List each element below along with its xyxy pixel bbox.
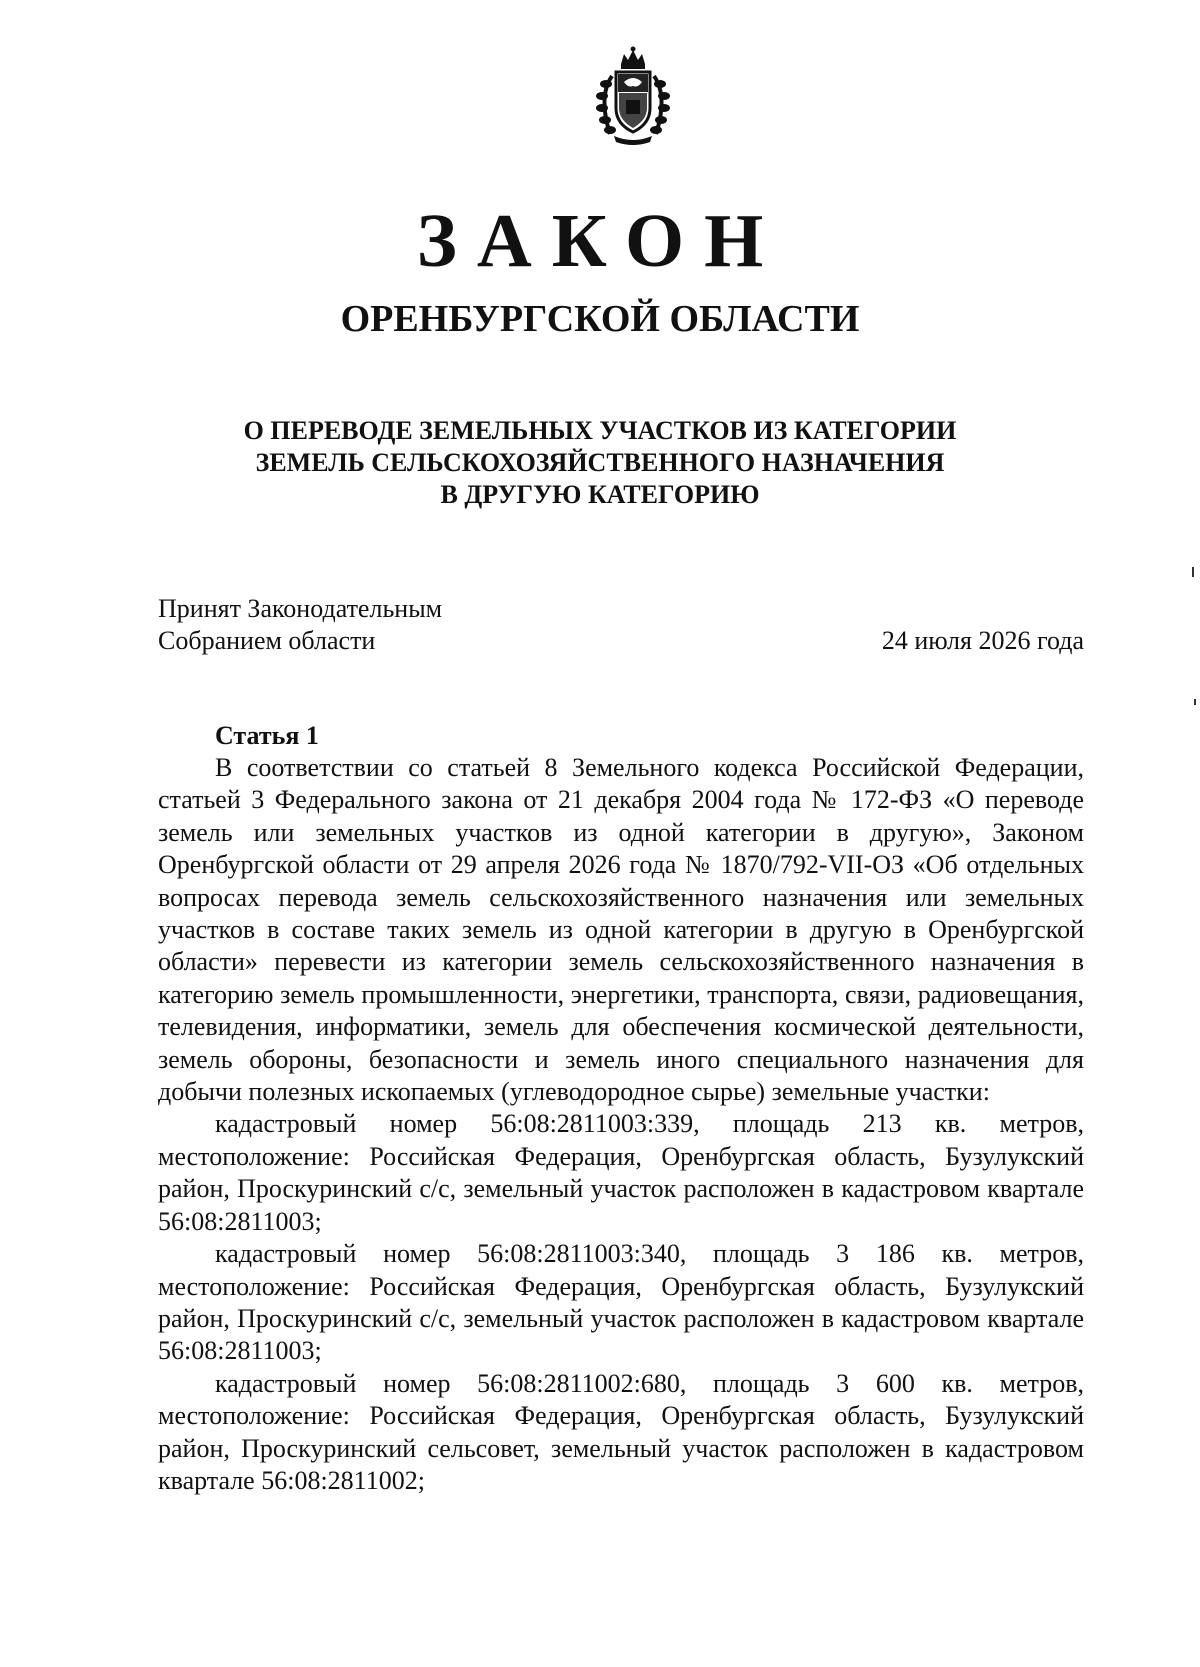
coat-of-arms-icon <box>588 46 678 146</box>
article-title: Статья 1 <box>215 721 319 750</box>
land-plot-item: кадастровый номер 56:08:2811003:340, площадь 3 186 кв. метров, местоположение: Российская Федерация, Оренбургская область, Бузулукский район, Проскуринский с/с, земельный участок расположен в кадастровом квартале 56:08:2811003; <box>158 1239 1084 1366</box>
law-heading-line: О ПЕРЕВОДЕ ЗЕМЕЛЬНЫХ УЧАСТКОВ ИЗ КАТЕГОРИИ <box>243 416 957 445</box>
document-title: ЗАКОН <box>416 199 784 283</box>
law-heading <box>0 415 1200 511</box>
adoption-line: Принят Законодательным <box>158 594 443 623</box>
adoption-line: Собранием области <box>158 626 376 655</box>
adoption-note <box>158 593 442 657</box>
adoption-date: 24 июля 2026 года <box>881 626 1084 655</box>
law-heading-line: В ДРУГУЮ КАТЕГОРИЮ <box>440 480 760 509</box>
law-heading-line: ЗЕМЕЛЬ СЕЛЬСКОХОЗЯЙСТВЕННОГО НАЗНАЧЕНИЯ <box>255 448 945 477</box>
land-plot-item: кадастровый номер 56:08:2811002:680, площадь 3 600 кв. метров, местоположение: Российская Федерация, Оренбургская область, Бузулукский район, Проскуринский сельсовет, земельный участок расположен в кадастровом квартале 56:08:2811002; <box>158 1368 1084 1495</box>
scan-mark <box>1192 567 1194 577</box>
scan-mark <box>1194 699 1196 705</box>
article-paragraph: В соответствии со статьей 8 Земельного кодекса Российской Федерации, статьей 3 Федерального закона от 21 декабря 2004 года № 172-ФЗ «О переводе земель или земельных участков из одной категории в другую», Законом Оренбургской области от 29 апреля 2026 года № 1870/792-VII-ОЗ «Об отдельных вопросах перевода земель сельскохозяйственного назначения или земельных участков в составе таких земель из одной категории в другую в Оренбургской области» перевести из категории земель сельскохозяйственного назначения в категорию земель промышленности, энергетики, транспорта, связи, радиовещания, телевидения, информатики, земель для обеспечения космической деятельности, земель обороны, безопасности и земель иного специального назначения для добычи полезных ископаемых (углеводородное сырье) земельные участки: <box>158 753 1084 1107</box>
document-subtitle: ОРЕНБУРГСКОЙ ОБЛАСТИ <box>340 298 860 340</box>
article-body <box>158 752 1084 1497</box>
land-plot-item: кадастровый номер 56:08:2811003:339, площадь 213 кв. метров, местоположение: Российская Федерация, Оренбургская область, Бузулукский район, Проскуринский с/с, земельный участок расположен в кадастровом квартале 56:08:2811003; <box>158 1109 1084 1236</box>
